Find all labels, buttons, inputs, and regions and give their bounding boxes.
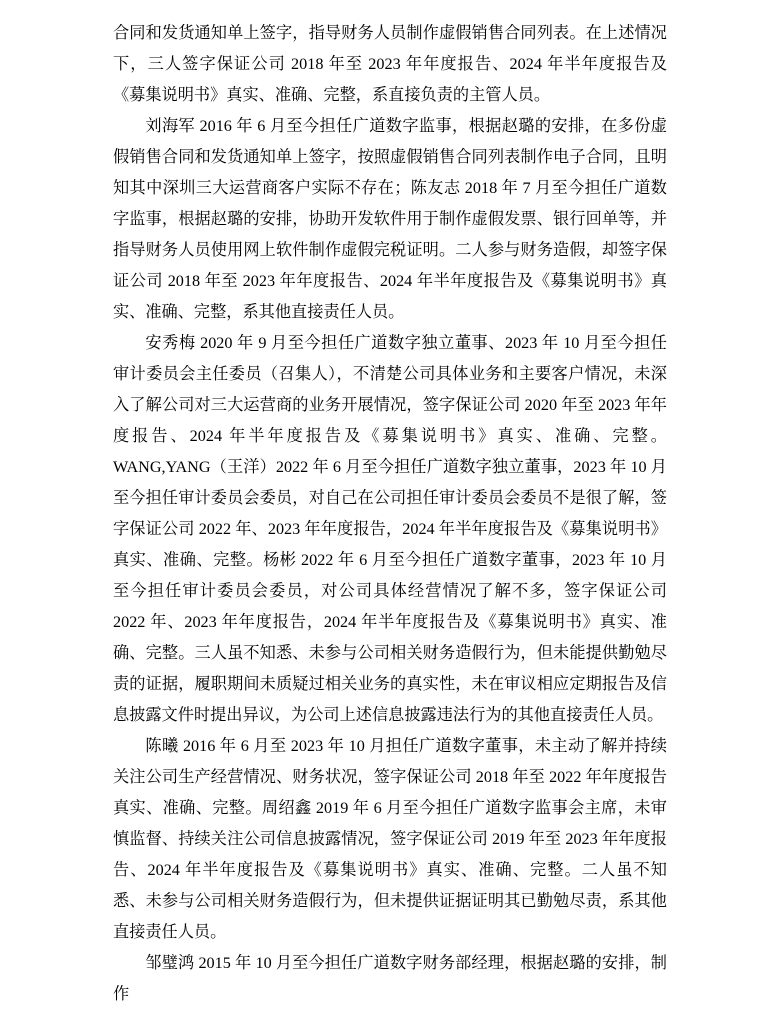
paragraph-director-chen-supervisor-zhou: 陈曦 2016 年 6 月至 2023 年 10 月担任广道数字董事，未主动了解并持续关注公司生产经营情况、财务状况，签字保证公司 2018 年至 2022 年年度报告真实、准确、完整。周绍鑫 2019 年 6 月至今担任广道数字监事会主席，未审慎监督、持续关注公司信息披露情况，签字保证公司 2019 年至 2023 年年度报告、2024 年半年度报告及《募集说明书》真实、准确、完整。二人虽不知悉、未参与公司相关财务造假行为，但未提供证据证明其已勤勉尽责，系其他直接责任人员。 (113, 737, 667, 941)
document-page (113, 18, 667, 1010)
paragraph-audit-committee-members: 安秀梅 2020 年 9 月至今担任广道数字独立董事、2023 年 10 月至今担任审计委员会主任委员（召集人），不清楚公司具体业务和主要客户情况，未深入了解公司对三大运营商的业务开展情况，签字保证公司 2020 年至 2023 年年度报告、2024 年半年度报告及《募集说明书》真实、准确、完整。WANG,YANG（王洋）2022 年 6 月至今担任广道数字独立董事，2023 年 10 月至今担任审计委员会委员，对自己在公司担任审计委员会委员不是很了解，签字保证公司 2022 年、2023 年年度报告，2024 年半年度报告及《募集说明书》真实、准确、完整。杨彬 2022 年 6 月至今担任广道数字董事，2023 年 10 月至今担任审计委员会委员，对公司具体经营情况了解不多，签字保证公司 2022 年、2023 年年度报告，2024 年半年度报告及《募集说明书》真实、准确、完整。三人虽不知悉、未参与公司相关财务造假行为，但未能提供勤勉尽责的证据，履职期间未质疑过相关业务的真实性，未在审议相应定期报告及信息披露文件时提出异议，为公司上述信息披露违法行为的其他直接责任人员。 (113, 334, 667, 724)
paragraph-directly-responsible-managers: 合同和发货通知单上签字，指导财务人员制作虚假销售合同列表。在上述情况下，三人签字保证公司 2018 年至 2023 年年度报告、2024 年半年度报告及《募集说明书》真实、准确、完整，系直接负责的主管人员。 (113, 24, 667, 104)
paragraph-supervisors-liu-chen: 刘海军 2016 年 6 月至今担任广道数字监事，根据赵璐的安排，在多份虚假销售合同和发货通知单上签字，按照虚假销售合同列表制作电子合同，且明知其中深圳三大运营商客户实际不存在；陈友志 2018 年 7 月至今担任广道数字监事，根据赵璐的安排，协助开发软件用于制作虚假发票、银行回单等，并指导财务人员使用网上软件制作虚假完税证明。二人参与财务造假，却签字保证公司 2018 年至 2023 年年度报告、2024 年半年度报告及《募集说明书》真实、准确、完整，系其他直接责任人员。 (113, 117, 667, 321)
paragraph-finance-manager-zou: 邹璧鸿 2015 年 10 月至今担任广道数字财务部经理，根据赵璐的安排，制作 (113, 954, 667, 1003)
